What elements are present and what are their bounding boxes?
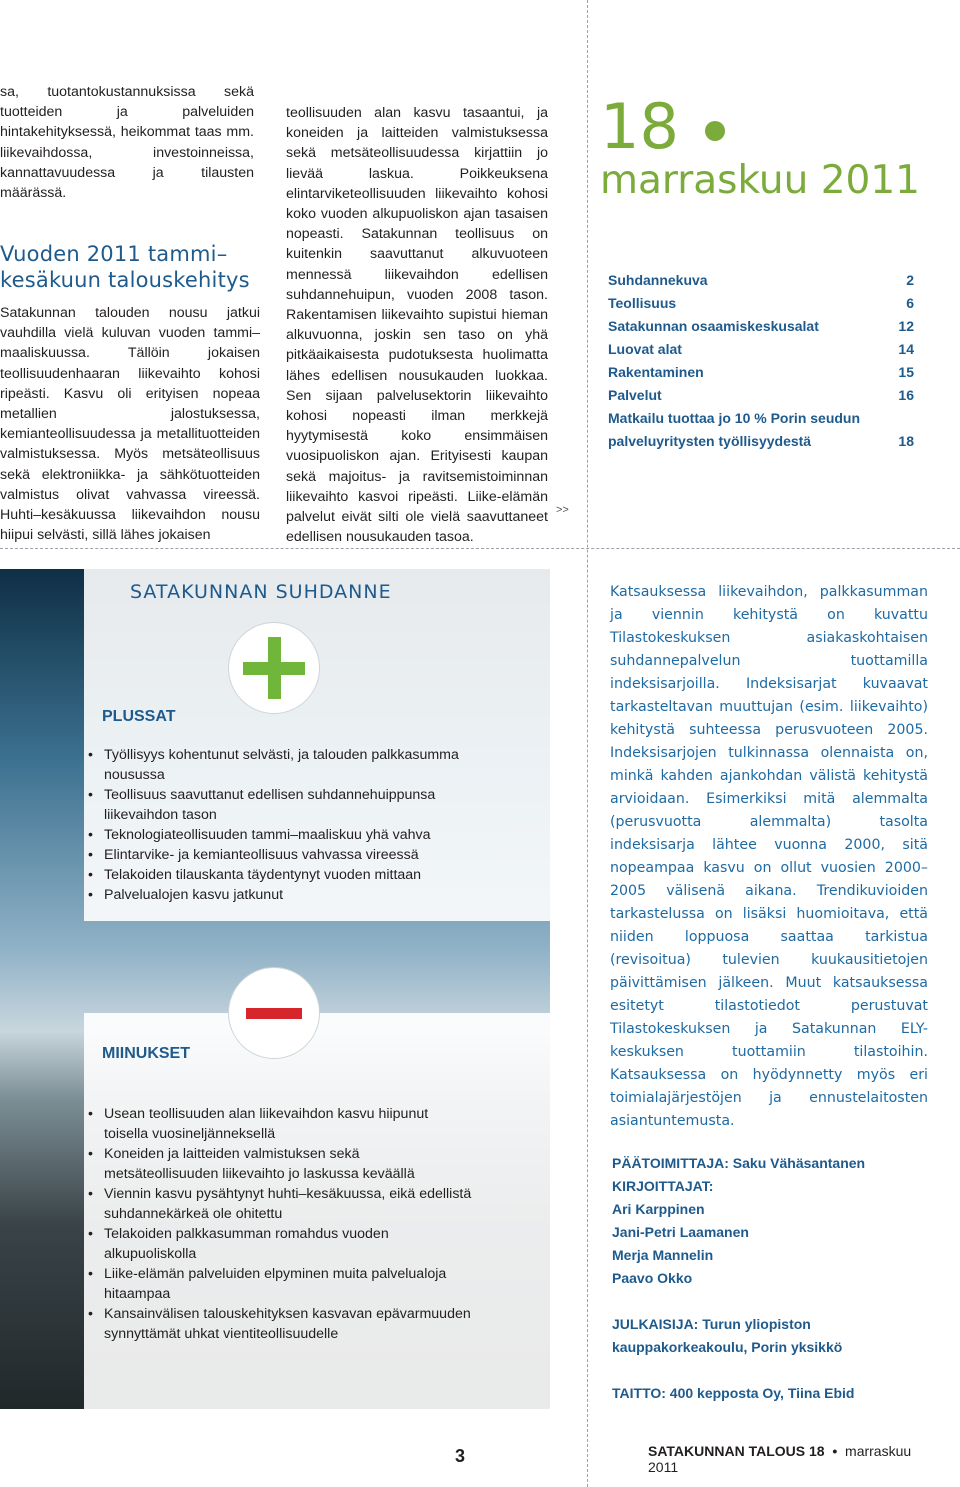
issue-number-row [600, 90, 950, 163]
section-heading-line2: kesäkuun talouskehitys [0, 268, 250, 292]
footer-date: marraskuu 2011 [648, 1443, 912, 1475]
list-item: • Viennin kasvu pysähtynyt huhti–kesäkuussa, eikä edellistä suhdannekärkeä ole ohitettu [86, 1184, 476, 1224]
running-footer [648, 1443, 938, 1475]
publisher-line1: JULKAISIJA: Turun yliopiston [612, 1316, 811, 1332]
table-of-contents [608, 269, 914, 453]
plus-icon-bar [243, 662, 305, 675]
writer-name: Ari Karppinen [612, 1201, 705, 1217]
toc-item[interactable] [608, 338, 914, 361]
toc-label: Suhdannekuva [608, 272, 708, 288]
toc-label: Palvelut [608, 387, 662, 403]
publication-name: SATAKUNNAN TALOUS 18 [648, 1443, 825, 1459]
toc-page: 6 [906, 295, 914, 311]
list-item: • Työllisyys kohentunut selvästi, ja talouden palkkasumma nousussa [86, 745, 476, 785]
left-column-intro: sa, tuotantokustannuksissa sekä tuotteiden ja palveluiden hintakehityksessä, heikommat taas mm. liikevaihdossa, investoinneissa, kannattavuudessa ja tilausten määrässä. [0, 84, 254, 202]
credits [612, 1152, 942, 1405]
minus-title: MIINUKSET [102, 1045, 190, 1062]
list-item: • Teollisuus saavuttanut edellisen suhdannehuippunsa liikevaihdon tason [86, 785, 476, 825]
toc-label: Luovat alat [608, 341, 682, 357]
list-item: • Usean teollisuuden alan liikevaihdon kasvu hiipunut toisella vuosineljänneksellä [86, 1104, 476, 1144]
bullet-dot-icon [705, 121, 725, 141]
list-item: • Palvelualojen kasvu jatkunut [86, 885, 476, 905]
toc-item[interactable] [608, 292, 914, 315]
middle-column-body: teollisuuden alan kasvu tasaantui, ja koneiden ja laitteiden valmistuksessa sekä metsäteollisuudessa kirjattiin jo lievää laskua. Poikkeuksena elintarviketeollisuuden liikevaihto kohosi koko vuoden alkupuoliskon ajan tasaisen nopeasti. Satakunnan teollisuus on kuitenkin saavuttanut alkuvuoteen mennessä liikevaihdon edellisen suhdannehuipun, vuoden 2008 tason. Rakentamisen liikevaihto supistui hieman alkuvuonna, joskin sen taso on yhä pitkäaikaisesta pudotuksesta huolimatta lähes edellisen nousukauden luokkaa. Sen sijaan palvelusektorin liikevaihto kohosi nopeasti ilman merkkejä hyytymisestä koko ensimmäisen vuosipuoliskon ajan. Erityisesti kaupan sekä majoitus- ja ravitsemistoiminnan liikevaihto kasvoi ripeästi. Liike-elämän palvelut eivät silti ole vielä saavuttaneet edellisen nousukauden tasoa. [286, 105, 548, 546]
plus-list [86, 745, 476, 905]
list-item: • Telakoiden tilauskanta täydentynyt vuoden mittaan [86, 865, 476, 885]
methodology-note: Katsauksessa liikevaihdon, palkkasumman ja viennin kehitystä on kuvattu Tilastokeskuksen asiakaskohtaisen suhdannepalvelun tuottamilla indeksisarjoilla. Indeksisarjat kuvaavat tarkasteltavan muuttujan (esim. liikevaihto) kehitystä suhteessa perusvuoteen 2005. Indeksisarjojen tulkinnassa olennaista on, minkä kahden ajankohdan välistä kehitystä arvioidaan. Esimerkiksi mitä alemmalta (perusvuotta alemmalta) tasolta indeksisarja lähtee vuonna 2000, sitä nopeampaa kasvu on ollut vuosien 2000–2005 välisenä aikana. Trendikuvioiden tarkastelussa on lisäksi huomioitava, että niiden loppuosa saattaa tarkistua (revisoitua) tulevien kuukausitietojen päivittämisen jälkeen. Muut katsauksessa esitetyt tilastotiedot perustuvat Tilastokeskuksen ja Satakunnan ELY-keskuksen tuottamiin tilastoihin. Katsauksessa on hyödynnetty myös eri toimialajärjestöjen ja ennustelaitosten asiantuntemusta. [610, 584, 928, 1129]
footer-bullet-icon: • [828, 1443, 842, 1459]
issue-masthead [600, 90, 950, 203]
minus-icon [246, 1008, 302, 1019]
toc-label: Satakunnan osaamiskeskusalat [608, 318, 819, 334]
toc-page: 14 [898, 341, 914, 357]
toc-label: Teollisuus [608, 295, 677, 311]
toc-page: 15 [898, 364, 914, 380]
column-divider-dashed [587, 0, 588, 1487]
list-item: • Kansainvälisen talouskehityksen kasvavan epävarmuuden synnyttämät uhkat vientiteollisuudelle [86, 1304, 476, 1344]
toc-item[interactable] [608, 269, 914, 292]
page-number: 3 [455, 1446, 466, 1466]
minus-list [86, 1104, 476, 1344]
toc-label-line1: Matkailu tuottaa jo 10 % Porin seudun [608, 410, 861, 426]
layout-credit: TAITTO: 400 kepposta Oy, Tiina Ebid [612, 1385, 855, 1401]
list-item: • Liike-elämän palveluiden elpyminen muita palvelualoja hitaampaa [86, 1264, 476, 1304]
list-item: • Koneiden ja laitteiden valmistuksen sekä metsäteollisuuden liikevaihto jo laskussa keväällä [86, 1144, 476, 1184]
list-item: • Teknologiateollisuuden tammi–maaliskuu yhä vahva [86, 825, 476, 845]
section-divider-dashed [0, 548, 960, 549]
writer-name: Merja Mannelin [612, 1247, 714, 1263]
minus-circle [228, 967, 320, 1059]
section-heading-line1: Vuoden 2011 tammi– [0, 242, 228, 266]
plus-title: PLUSSAT [102, 708, 176, 725]
writer-name: Paavo Okko [612, 1270, 693, 1286]
toc-item[interactable] [608, 315, 914, 338]
editor-line: PÄÄTOIMITTAJA: Saku Vähäsantanen [612, 1155, 866, 1171]
toc-page: 18 [898, 433, 914, 449]
issue-date: marraskuu 2011 [600, 158, 920, 203]
panel-title: SATAKUNNAN SUHDANNE [130, 581, 392, 603]
list-item: • Elintarvike- ja kemianteollisuus vahvassa vireessä [86, 845, 476, 865]
suhdanne-panel [0, 569, 550, 1409]
section-heading [0, 241, 260, 293]
list-item: • Telakoiden palkkasumman romahdus vuoden alkupuoliskolla [86, 1224, 476, 1264]
writer-name: Jani-Petri Laamanen [612, 1224, 749, 1240]
toc-item[interactable] [608, 384, 914, 407]
writers-label: KIRJOITTAJAT: [612, 1178, 714, 1194]
toc-page: 12 [898, 318, 914, 334]
toc-item[interactable] [608, 361, 914, 384]
toc-label: Rakentaminen [608, 364, 704, 380]
continue-mark: >> [556, 504, 569, 516]
publisher-line2: kauppakorkeakoulu, Porin yksikkö [612, 1339, 843, 1355]
plus-circle [228, 622, 320, 714]
issue-number: 18 [600, 90, 679, 163]
toc-item[interactable] [608, 407, 914, 453]
left-column-body: Satakunnan talouden nousu jatkui vauhdilla vielä kuluvan vuoden tammi–maaliskuussa. Tällöin jokaisen teollisuudenhaaran liikevaihto kohosi ripeästi. Kasvu oli erityisen nopeaa metallien jalostuksessa, kemianteollisuudessa ja metallituotteiden valmistuksessa. Myös metsäteollisuus sekä elektroniikka- ja sähkötuotteiden valmistus olivat vahvassa vireessä. Huhti–kesäkuussa liikevaihdon nousu hiipui selvästi, sillä lähes jokaisen [0, 305, 260, 544]
toc-label-line2: palveluyritysten työllisyydestä [608, 433, 812, 449]
toc-page: 2 [906, 272, 914, 288]
toc-page: 16 [898, 387, 914, 403]
